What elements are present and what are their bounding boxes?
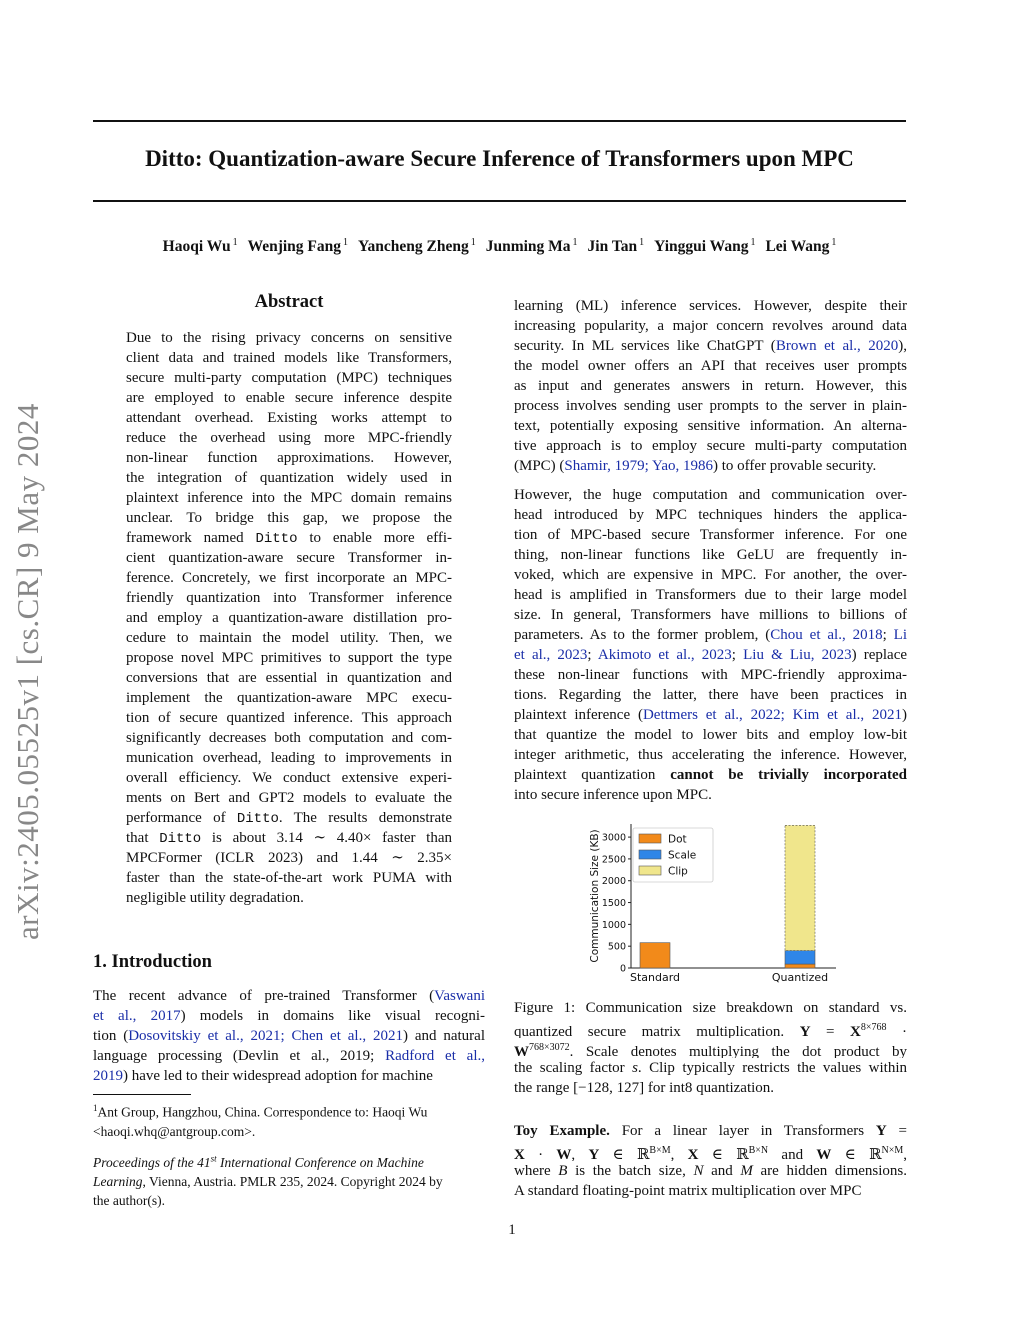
text-line: head introduced by MPC techniques hinders the applica- <box>514 507 907 523</box>
right-column-para-1 <box>514 296 907 476</box>
text-line: tion of MPC-based secure Transformer inference. For one <box>514 527 907 543</box>
communication-size-chart <box>588 820 838 990</box>
footnote-marker: 1 <box>93 1103 98 1113</box>
text-line: tive approach is to employ secure multi-party computation <box>514 438 907 454</box>
toy-example-paragraph <box>514 1121 907 1201</box>
legend-label: Scale <box>668 849 697 862</box>
text-line: unclear. To bridge this gap, we propose the <box>126 510 452 526</box>
text-line: process involves sending user prompts to the server in plain- <box>514 398 907 414</box>
author-affiliation: 1 <box>750 237 756 248</box>
footnote-text: Ant Group, Hangzhou, China. Correspondence to: Haoqi Wu <box>97 1104 428 1120</box>
proceedings-line-3: the author(s). <box>93 1192 165 1208</box>
text-line: framework named Ditto to enable more effi- <box>126 530 452 547</box>
footnote <box>93 1099 485 1141</box>
text-line: plaintext inference (Dettmers et al., 2022; Kim et al., 2021) <box>514 707 907 723</box>
y-tick-label: 2500 <box>601 854 626 866</box>
text-line: The recent advance of pre-trained Transformer (Vaswani <box>93 988 485 1004</box>
toy-line: where B is the batch size, N and M are hidden dimensions. <box>514 1163 907 1179</box>
text-line: negligible utility degradation. <box>126 890 304 906</box>
right-column-para-2 <box>514 485 907 805</box>
text-line: implement the quantization-aware MPC execu- <box>126 690 452 706</box>
text-line: language processing (Devlin et al., 2019; Radford et al., <box>93 1048 485 1064</box>
text-line: text, potentially exposing sensitive information. An alterna- <box>514 418 907 434</box>
caption-line: the range [−128, 127] for int8 quantization. <box>514 1080 775 1096</box>
text-line: parameters. As to the former problem, (Chou et al., 2018; Li <box>514 627 907 643</box>
text-line: cient quantization-aware secure Transformer in- <box>126 550 452 566</box>
author-affiliation: 1 <box>572 237 578 248</box>
text-line: munication overhead, leading to improvements in <box>126 750 452 766</box>
text-line: the integration of quantization widely used in <box>126 470 452 486</box>
text-line: are employed to enable secure inference despite <box>126 390 452 406</box>
text-line: these non-linear functions with MPC-friendly approxima- <box>514 667 907 683</box>
text-line: (MPC) (Shamir, 1979; Yao, 1986) to offer provable security. <box>514 458 877 474</box>
text-line: learning (ML) inference services. However, despite their <box>514 298 907 314</box>
proceedings-note <box>93 1149 485 1210</box>
text-line: plaintext quantization cannot be trivially incorporated <box>514 767 907 783</box>
text-line: voked, which are expensive in MPC. For another, the over- <box>514 567 907 583</box>
y-tick-label: 3000 <box>601 832 626 844</box>
bar-segment-scale <box>785 951 815 965</box>
legend-swatch <box>639 834 661 843</box>
text-line: cedure to maintain the model utility. Then, we <box>126 630 452 646</box>
author-name: Yinggui Wang $^1$ <box>654 237 756 256</box>
text-line: head is amplified in Transformers due to their large model <box>514 587 907 603</box>
text-line: propose novel MPC primitives to support the type <box>126 650 452 666</box>
top-rule <box>93 120 906 122</box>
text-line: the model owner offers an API that receives user prompts <box>514 358 907 374</box>
caption-line: quantized secure matrix multiplication. $Y = X^{8\times 768}$ · <box>514 1022 907 1038</box>
legend-label: Dot <box>668 833 687 846</box>
abstract-heading: Abstract <box>254 292 324 312</box>
text-line: non-linear function approximations. However, <box>126 450 452 466</box>
footnote-email: <haoqi.whq@antgroup.com>. <box>93 1123 256 1139</box>
y-tick-label: 2000 <box>601 876 626 888</box>
text-line: ference. Concretely, we first incorporate an MPC- <box>126 570 452 586</box>
paper-title: Ditto: Quantization-aware Secure Inference of Transformers upon MPC <box>145 146 854 171</box>
author-name: Wenjing Fang $^1$ <box>247 237 349 256</box>
y-tick-label: 0 <box>619 963 626 975</box>
text-line: tions. Regarding the latter, there have been practices in <box>514 687 907 703</box>
text-line: client data and trained models like Transformers, <box>126 350 452 366</box>
text-line: security. In ML services like ChatGPT (Brown et al., 2020), <box>514 338 907 354</box>
text-line: secure multi-party computation (MPC) techniques <box>126 370 452 386</box>
text-line: tion of secure quantized inference. This approach <box>126 710 452 726</box>
arxiv-identifier: arXiv:2405.05525v1 [cs.CR] 9 May 2024 <box>10 403 45 940</box>
text-line: size. In general, Transformers have millions to billions of <box>514 607 907 623</box>
y-tick-label: 1000 <box>601 919 626 931</box>
x-tick-label: Quantized <box>771 971 829 984</box>
author-affiliation: 1 <box>639 237 645 248</box>
text-line: friendly quantization into Transformer inference <box>126 590 452 606</box>
figure-1-caption <box>514 998 907 1098</box>
author-list <box>93 237 906 256</box>
text-line: as input and generates answers in return. However, this <box>514 378 907 394</box>
text-line: significantly decreases both computation and com- <box>126 730 452 746</box>
legend-swatch <box>639 850 661 859</box>
text-line: overall efficiency. We conduct extensive experi- <box>126 770 452 786</box>
author-name: Haoqi Wu $^1$ <box>162 237 238 256</box>
author-affiliation: 1 <box>470 237 476 248</box>
toy-line: X · W, Y ∈ ℝ$^{B\times M}$, X ∈ ℝ$^{B\times N}$ and W ∈ ℝ$^{N\times M}$, <box>514 1145 907 1161</box>
caption-line: the scaling factor s. Clip typically restricts the values within <box>514 1060 907 1076</box>
author-name: Yancheng Zheng $^1$ <box>358 237 476 256</box>
text-line: attendant overhead. Existing works attempt to <box>126 410 452 426</box>
text-line: et al., 2017) models in domains like visual recogni- <box>93 1008 485 1024</box>
author-name: Lei Wang $^1$ <box>765 237 837 256</box>
abstract-body <box>126 328 452 908</box>
proceedings-line-1: Proceedings of the 41st International Conference on Machine <box>93 1153 424 1170</box>
y-tick-label: 1500 <box>601 898 626 910</box>
caption-line: Figure 1: Communication size breakdown on standard vs. <box>514 1000 907 1016</box>
text-line: faster than the state-of-the-art work PUMA with <box>126 870 452 886</box>
x-tick-label: Standard <box>629 971 681 984</box>
text-line: 2019) have led to their widespread adoption for machine <box>93 1068 433 1084</box>
text-line: into secure inference upon MPC. <box>514 787 712 803</box>
introduction-heading: 1. Introduction <box>93 952 212 972</box>
author-name: Jin Tan $^1$ <box>587 237 645 256</box>
text-line: However, the huge computation and communication over- <box>514 487 907 503</box>
bar-segment-dot <box>640 943 670 968</box>
footnote-rule <box>93 1094 191 1095</box>
text-line: that quantize the model to lower bits and employ low-bit <box>514 727 907 743</box>
bar-segment-dot <box>785 964 815 968</box>
proceedings-line-2a: Learning, Vienna, Austria. PMLR 235, 2024. Copyright 2024 by <box>93 1173 443 1189</box>
author-name: Junming Ma $^1$ <box>485 237 578 256</box>
text-line: and employ a quantization-aware distillation pro- <box>126 610 452 626</box>
toy-line: Toy Example. For a linear layer in Transformers Y = <box>514 1123 907 1139</box>
author-affiliation: 1 <box>831 237 837 248</box>
text-line: MPCFormer (ICLR 2023) and 1.44 ∼ 2.35× <box>126 850 452 866</box>
page-number: 1 <box>508 1222 516 1238</box>
text-line: Due to the rising privacy concerns on sensitive <box>126 330 452 346</box>
text-line: reduce the overhead using more MPC-friendly <box>126 430 452 446</box>
text-line: thing, non-linear functions like GeLU are frequently in- <box>514 547 907 563</box>
text-line: plaintext inference into the MPC domain remains <box>126 490 452 506</box>
text-line: tion (Dosovitskiy et al., 2021; Chen et al., 2021) and natural <box>93 1028 485 1044</box>
bar-segment-clip <box>785 825 815 950</box>
legend-label: Clip <box>668 865 688 878</box>
text-line: et al., 2023; Akimoto et al., 2023; Liu & Liu, 2023) replace <box>514 647 907 663</box>
text-line: integer arithmetic, thus accelerating the inference. However, <box>514 747 907 763</box>
author-affiliation: 1 <box>343 237 349 248</box>
author-affiliation: 1 <box>232 237 238 248</box>
toy-line: A standard floating-point matrix multiplication over MPC <box>514 1183 862 1199</box>
y-tick-label: 500 <box>607 941 626 953</box>
introduction-body <box>93 986 485 1086</box>
caption-line: $W^{768\times 3072}$. Scale denotes multiplying the dot product by <box>514 1042 907 1058</box>
text-line: conversions that are essential in quantization and <box>126 670 452 686</box>
legend-swatch <box>639 866 661 875</box>
text-line: ments on Bert and GPT2 models to evaluate the <box>126 790 452 806</box>
title-bottom-rule <box>93 200 906 202</box>
text-line: increasing popularity, a major concern revolves around data <box>514 318 907 334</box>
text-line: that Ditto is about 3.14 ∼ 4.40× faster than <box>126 830 452 847</box>
y-axis-label: Communication Size (KB) <box>589 829 601 963</box>
text-line: performance of Ditto. The results demonstrate <box>126 810 452 827</box>
